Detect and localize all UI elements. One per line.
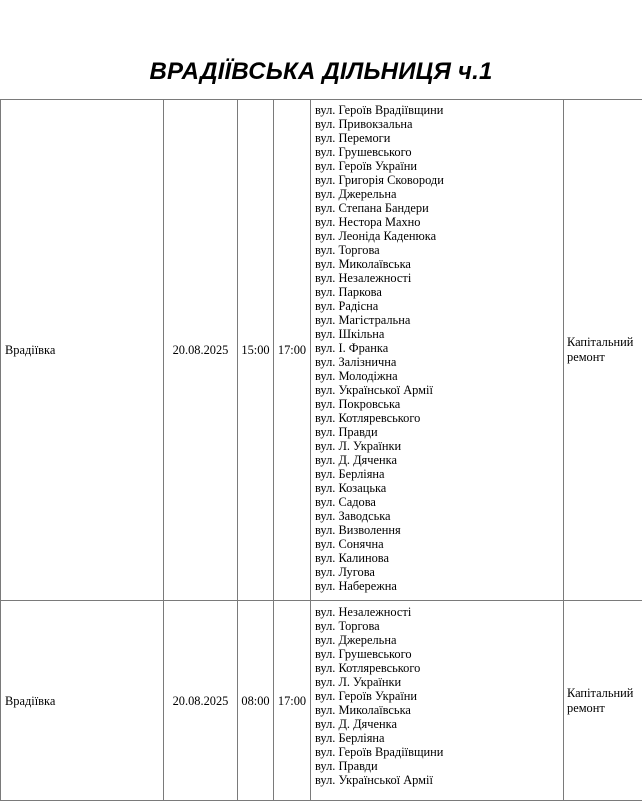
street-item: вул. Садова xyxy=(315,495,563,509)
street-item: вул. Д. Дяченка xyxy=(315,717,563,731)
locality-cell: Врадіївка xyxy=(1,601,164,801)
street-item: вул. Козацька xyxy=(315,481,563,495)
end-time-cell: 17:00 xyxy=(274,601,311,801)
street-item: вул. Покровська xyxy=(315,397,563,411)
street-item: вул. Правди xyxy=(315,425,563,439)
street-item: вул. Героїв України xyxy=(315,159,563,173)
street-item: вул. Джерельна xyxy=(315,187,563,201)
street-item: вул. Торгова xyxy=(315,243,563,257)
street-item: вул. Незалежності xyxy=(315,271,563,285)
street-item: вул. Заводська xyxy=(315,509,563,523)
start-time-cell: 08:00 xyxy=(238,601,274,801)
table-body xyxy=(1,100,642,801)
street-item: вул. Молодіжна xyxy=(315,369,563,383)
street-item: вул. Грушевського xyxy=(315,647,563,661)
street-item: вул. Лугова xyxy=(315,565,563,579)
streets-cell xyxy=(311,100,564,601)
table-row xyxy=(1,100,642,601)
street-item: вул. Грушевського xyxy=(315,145,563,159)
table-row xyxy=(1,601,642,801)
street-item: вул. Торгова xyxy=(315,619,563,633)
work-type-cell: Капітальний ремонт xyxy=(564,100,642,601)
street-item: вул. Привокзальна xyxy=(315,117,563,131)
street-item: вул. Героїв України xyxy=(315,689,563,703)
end-time-cell: 17:00 xyxy=(274,100,311,601)
street-item: вул. Калинова xyxy=(315,551,563,565)
street-item: вул. Сонячна xyxy=(315,537,563,551)
street-item: вул. Правди xyxy=(315,759,563,773)
street-item: вул. Берліяна xyxy=(315,467,563,481)
street-item: вул. Української Армії xyxy=(315,383,563,397)
street-item: вул. Л. Українки xyxy=(315,439,563,453)
street-item: вул. Д. Дяченка xyxy=(315,453,563,467)
street-item: вул. Героїв Врадіївщини xyxy=(315,103,563,117)
street-item: вул. Берліяна xyxy=(315,731,563,745)
page-title: ВРАДІЇВСЬКА ДІЛЬНИЦЯ ч.1 xyxy=(0,56,642,88)
street-item: вул. Набережна xyxy=(315,579,563,593)
street-item: вул. Григорія Сковороди xyxy=(315,173,563,187)
street-item: вул. Паркова xyxy=(315,285,563,299)
street-item: вул. Шкільна xyxy=(315,327,563,341)
street-item: вул. Радісна xyxy=(315,299,563,313)
street-item: вул. Перемоги xyxy=(315,131,563,145)
street-item: вул. Магістральна xyxy=(315,313,563,327)
date-cell: 20.08.2025 xyxy=(164,601,238,801)
outage-schedule-table xyxy=(0,99,642,801)
street-item: вул. Степана Бандери xyxy=(315,201,563,215)
street-item: вул. Української Армії xyxy=(315,773,563,787)
work-type-cell: Капітальний ремонт xyxy=(564,601,642,801)
street-item: вул. Миколаївська xyxy=(315,257,563,271)
street-item: вул. Героїв Врадіївщини xyxy=(315,745,563,759)
streets-cell xyxy=(311,601,564,801)
street-item: вул. Котляревського xyxy=(315,411,563,425)
street-item: вул. Л. Українки xyxy=(315,675,563,689)
street-item: вул. Миколаївська xyxy=(315,703,563,717)
street-item: вул. І. Франка xyxy=(315,341,563,355)
street-item: вул. Незалежності xyxy=(315,605,563,619)
start-time-cell: 15:00 xyxy=(238,100,274,601)
street-item: вул. Джерельна xyxy=(315,633,563,647)
street-item: вул. Залізнична xyxy=(315,355,563,369)
street-item: вул. Нестора Махно xyxy=(315,215,563,229)
street-item: вул. Визволення xyxy=(315,523,563,537)
street-item: вул. Леоніда Каденюка xyxy=(315,229,563,243)
date-cell: 20.08.2025 xyxy=(164,100,238,601)
street-item: вул. Котляревського xyxy=(315,661,563,675)
locality-cell: Врадіївка xyxy=(1,100,164,601)
